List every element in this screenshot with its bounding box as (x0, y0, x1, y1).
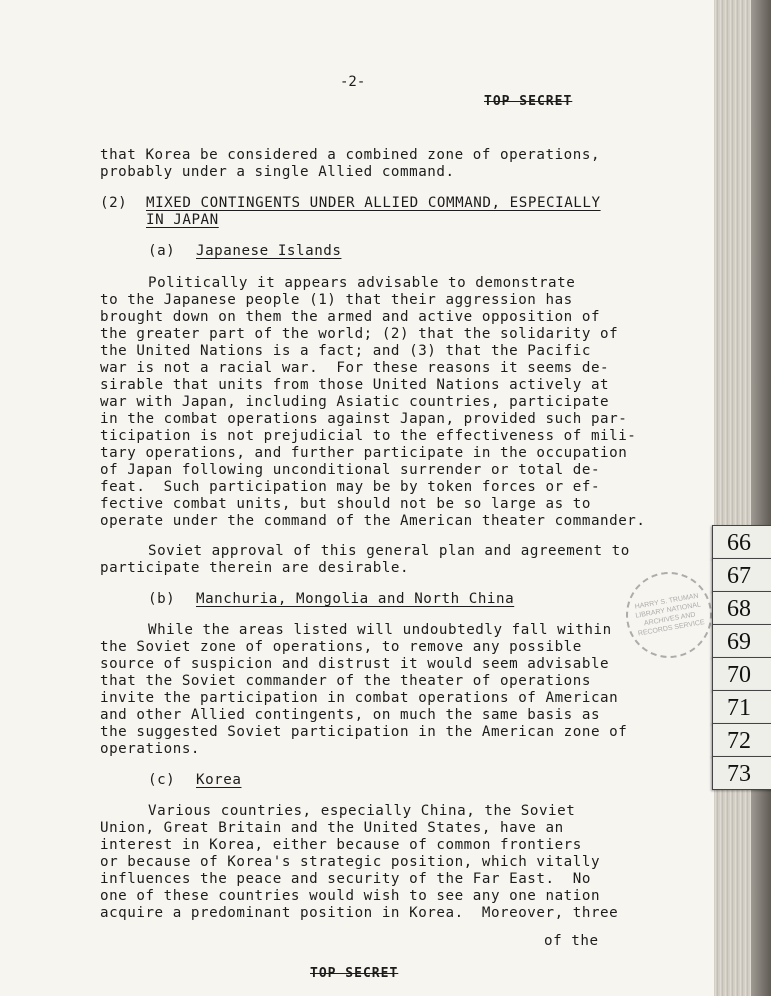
index-tab-68[interactable]: 68 (712, 591, 771, 625)
text-line: influences the peace and security of the Far East. No (100, 871, 591, 887)
subsection-letter: (a) (148, 243, 176, 259)
index-tab-70[interactable]: 70 (712, 657, 771, 691)
subsection-letter: (b) (148, 591, 176, 607)
index-tab-67[interactable]: 67 (712, 558, 771, 592)
text-line: the suggested Soviet participation in the American zone of (100, 724, 628, 740)
text-line: participate therein are desirable. (100, 560, 410, 576)
subsection-heading: Japanese Islands (196, 243, 342, 259)
text-line: Soviet approval of this general plan and agreement to (148, 543, 630, 559)
page-stack-shadow (751, 0, 771, 996)
section-number: (2) (100, 195, 128, 211)
text-line: Politically it appears advisable to demonstrate (148, 275, 576, 291)
index-tab-73[interactable]: 73 (712, 756, 771, 790)
text-line: acquire a predominant position in Korea. Moreover, three (100, 905, 619, 921)
text-line: Union, Great Britain and the United States, have an (100, 820, 564, 836)
page-number: -2- (340, 74, 366, 90)
index-tab-69[interactable]: 69 (712, 624, 771, 658)
text-line: one of these countries would wish to see any one nation (100, 888, 601, 904)
text-line: invite the participation in combat operations of American (100, 690, 619, 706)
text-line: that the Soviet commander of the theater of operations (100, 673, 591, 689)
subsection-letter: (c) (148, 772, 176, 788)
subsection-heading: Korea (196, 772, 242, 788)
text-line: operate under the command of the American theater commander. (100, 513, 646, 529)
text-line: to the Japanese people (1) that their aggression has (100, 292, 573, 308)
text-line: ticipation is not prejudicial to the effectiveness of mili- (100, 428, 637, 444)
index-tab-66[interactable]: 66 (712, 525, 771, 559)
subsection-heading: Manchuria, Mongolia and North China (196, 591, 515, 607)
text-line: the greater part of the world; (2) that the solidarity of (100, 326, 619, 342)
stamp-text: HARRY S. TRUMAN LIBRARY NATIONAL ARCHIVES AND RECORDS SERVICE (634, 592, 706, 638)
page-stack-edge (714, 0, 771, 996)
section-heading: IN JAPAN (146, 212, 219, 228)
text-line: of Japan following unconditional surrender or total de- (100, 462, 601, 478)
text-line: feat. Such participation may be by token forces or ef- (100, 479, 601, 495)
text-line: war with Japan, including Asiatic countries, participate (100, 394, 610, 410)
text-line: sirable that units from those United Nations actively at (100, 377, 610, 393)
text-line: fective combat units, but should not be so large as to (100, 496, 591, 512)
text-line: that Korea be considered a combined zone of operations, (100, 147, 601, 163)
text-line: war is not a racial war. For these reasons it seems de- (100, 360, 610, 376)
text-line: and other Allied contingents, on much the same basis as (100, 707, 601, 723)
text-line: operations. (100, 741, 201, 757)
index-tab-71[interactable]: 71 (712, 690, 771, 724)
text-line: in the combat operations against Japan, provided such par- (100, 411, 628, 427)
text-line: brought down on them the armed and active opposition of (100, 309, 601, 325)
section-heading: MIXED CONTINGENTS UNDER ALLIED COMMAND, ESPECIALLY (146, 195, 601, 211)
text-line: the Soviet zone of operations, to remove any possible (100, 639, 582, 655)
archive-stamp (619, 565, 719, 665)
catchword: of the (544, 933, 599, 949)
classification-header: TOP SECRET (484, 94, 573, 109)
classification-footer: TOP SECRET (310, 966, 399, 981)
text-line: Various countries, especially China, the Soviet (148, 803, 576, 819)
text-line: the United Nations is a fact; and (3) that the Pacific (100, 343, 591, 359)
text-line: source of suspicion and distrust it would seem advisable (100, 656, 610, 672)
text-line: tary operations, and further participate in the occupation (100, 445, 628, 461)
text-line: or because of Korea's strategic position, which vitally (100, 854, 601, 870)
text-line: interest in Korea, either because of common frontiers (100, 837, 582, 853)
text-line: probably under a single Allied command. (100, 164, 455, 180)
index-tab-72[interactable]: 72 (712, 723, 771, 757)
text-line: While the areas listed will undoubtedly fall within (148, 622, 612, 638)
